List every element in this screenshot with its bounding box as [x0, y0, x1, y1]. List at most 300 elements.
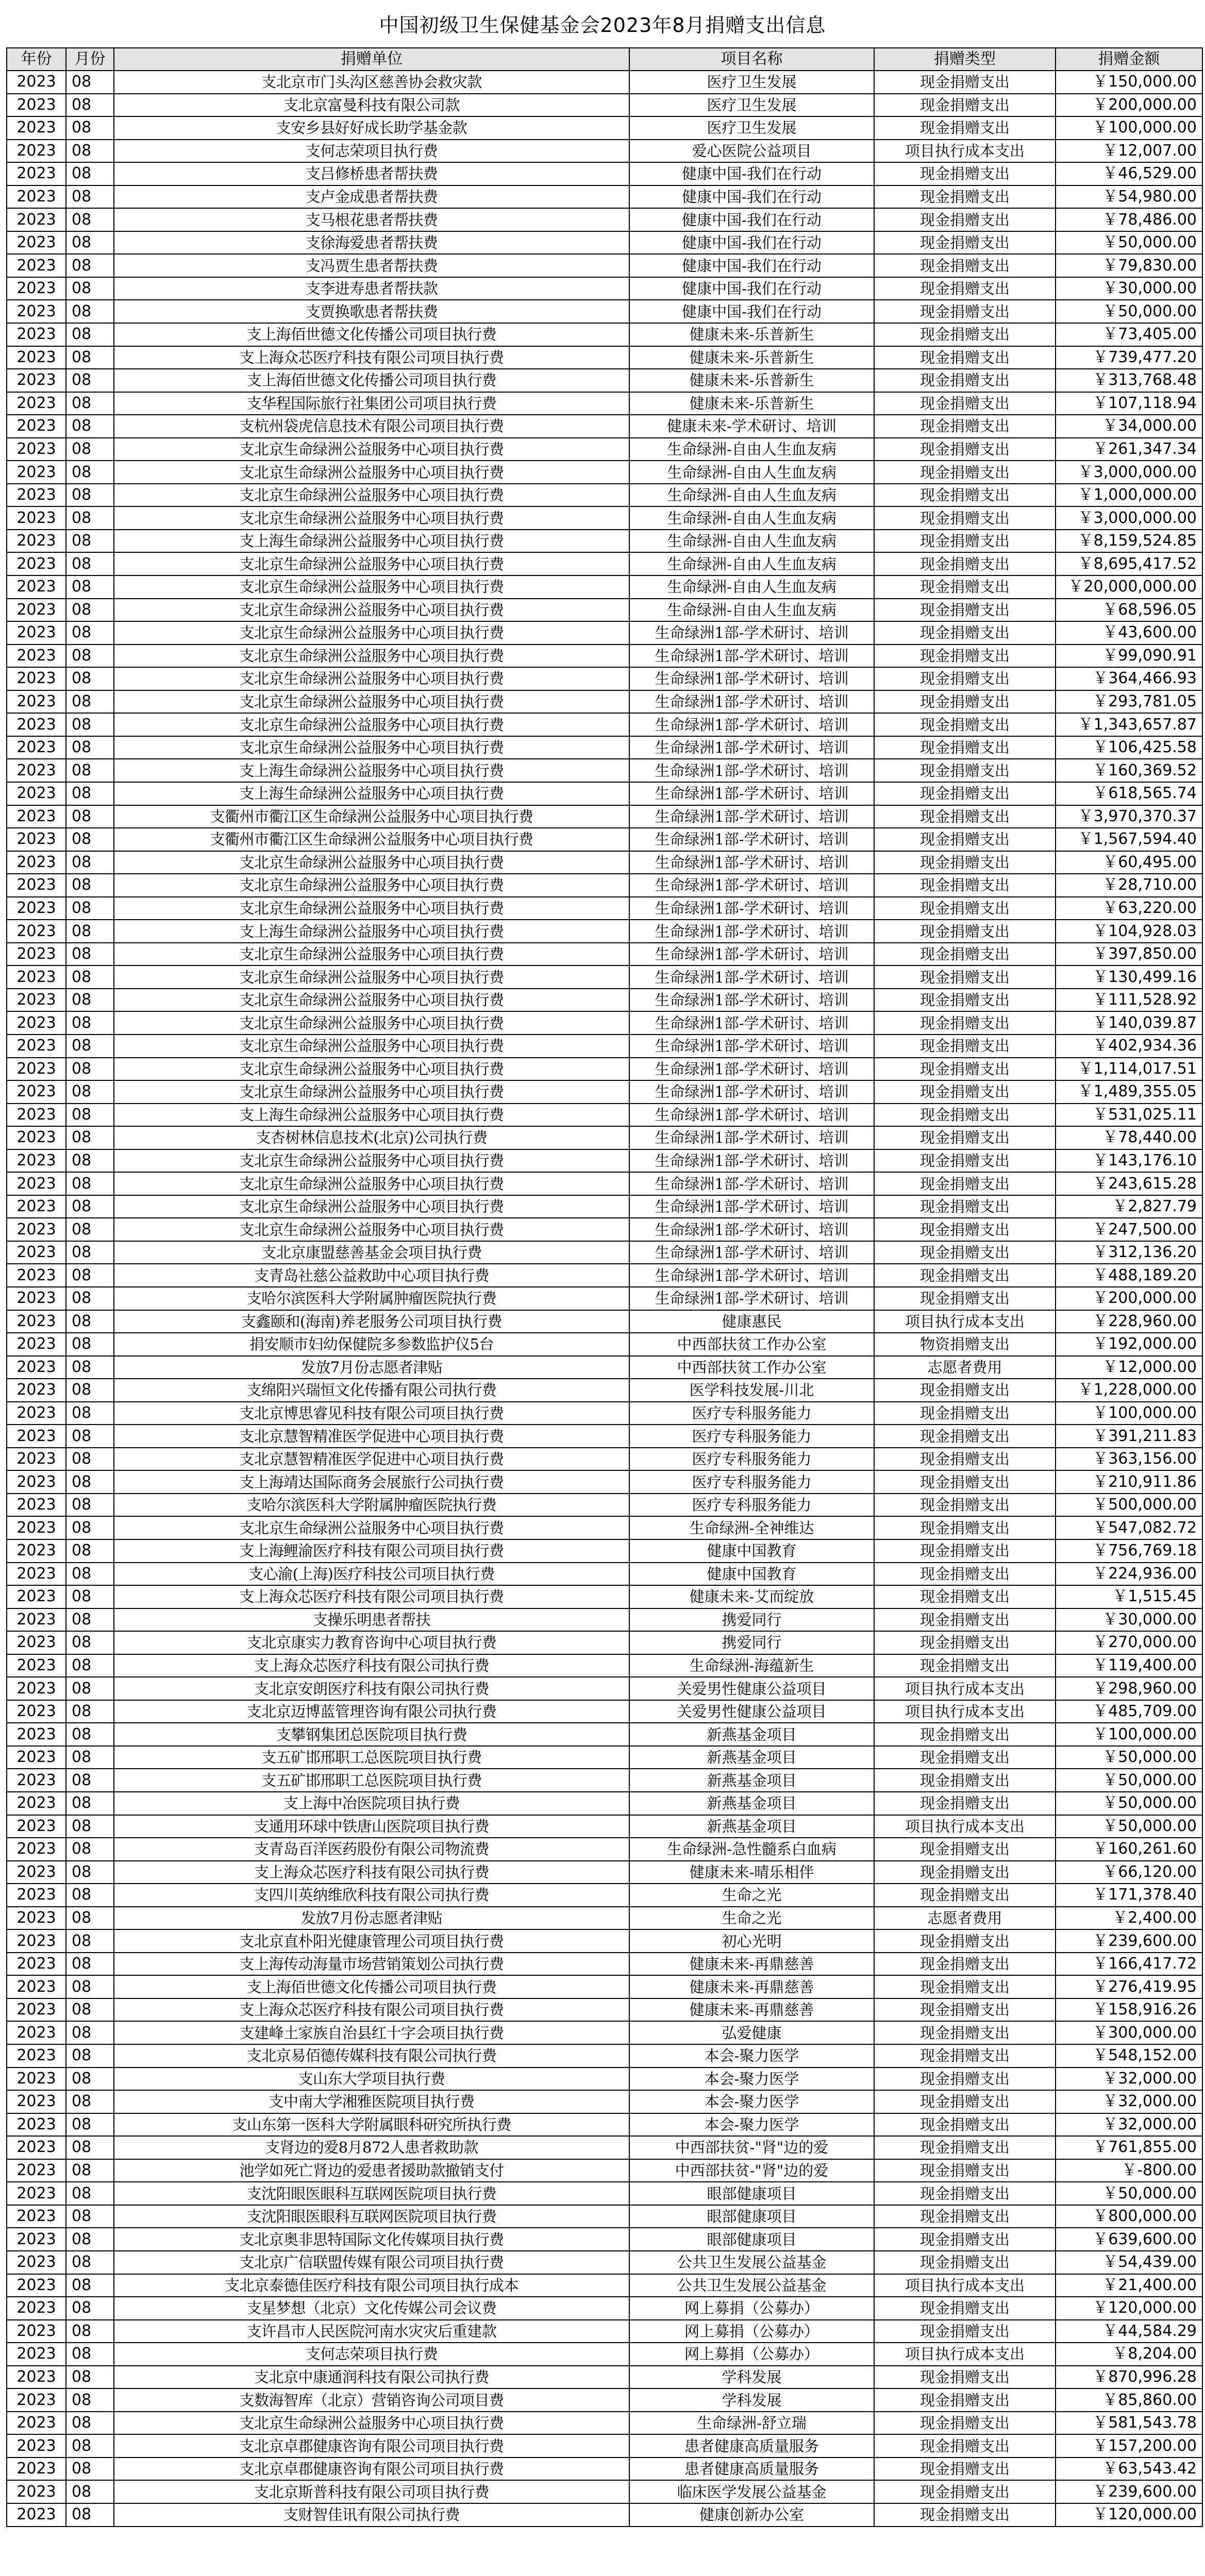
cell-donee: 支上海佰世德文化传播公司项目执行费 [114, 323, 629, 346]
cell-month: 08 [66, 2274, 114, 2297]
table-row [7, 1356, 1202, 1379]
table-row [7, 1654, 1202, 1677]
cell-month: 08 [66, 1310, 114, 1333]
table-row [7, 1241, 1202, 1264]
table-row [7, 1953, 1202, 1976]
table-row [7, 506, 1202, 530]
cell-year: 2023 [7, 2205, 66, 2228]
cell-month: 08 [66, 2228, 114, 2251]
cell-type: 现金捐赠支出 [874, 1058, 1056, 1081]
table-row [7, 989, 1202, 1012]
cell-amount: ￥485,709.00 [1056, 1700, 1202, 1723]
cell-amount: ￥50,000.00 [1056, 1815, 1202, 1838]
cell-amount: ￥32,000.00 [1056, 2113, 1202, 2137]
table-row [7, 438, 1202, 461]
cell-project: 生命绿洲1部-学术研讨、培训 [629, 1149, 874, 1173]
cell-project: 医疗卫生发展 [629, 94, 874, 117]
donation-table [6, 47, 1203, 2527]
cell-project: 生命绿洲-自由人生血友病 [629, 461, 874, 484]
cell-type: 现金捐赠支出 [874, 1218, 1056, 1241]
table-row [7, 1815, 1202, 1838]
cell-type: 现金捐赠支出 [874, 805, 1056, 828]
cell-year: 2023 [7, 2274, 66, 2297]
cell-month: 08 [66, 2320, 114, 2343]
cell-amount: ￥1,228,000.00 [1056, 1379, 1202, 1402]
cell-amount: ￥30,000.00 [1056, 1608, 1202, 1632]
cell-type: 现金捐赠支出 [874, 1585, 1056, 1608]
cell-year: 2023 [7, 94, 66, 117]
cell-amount: ￥3,000,000.00 [1056, 506, 1202, 530]
cell-donee: 支北京生命绿洲公益服务中心项目执行费 [114, 874, 629, 897]
cell-amount: ￥85,860.00 [1056, 2388, 1202, 2412]
cell-amount: ￥54,439.00 [1056, 2251, 1202, 2274]
cell-project: 本会-聚力医学 [629, 2067, 874, 2091]
cell-donee: 支北京生命绿洲公益服务中心项目执行费 [114, 1218, 629, 1241]
cell-type: 现金捐赠支出 [874, 667, 1056, 690]
cell-amount: ￥43,600.00 [1056, 621, 1202, 645]
cell-year: 2023 [7, 346, 66, 369]
table-row [7, 2090, 1202, 2113]
cell-donee: 支北京易佰德传媒科技有限公司执行费 [114, 2044, 629, 2067]
cell-month: 08 [66, 736, 114, 759]
cell-month: 08 [66, 346, 114, 369]
cell-project: 生命绿洲1部-学术研讨、培训 [629, 782, 874, 805]
cell-month: 08 [66, 484, 114, 507]
cell-donee: 支青岛社慈公益救助中心项目执行费 [114, 1264, 629, 1287]
cell-project: 初心光明 [629, 1929, 874, 1953]
table-row [7, 552, 1202, 575]
cell-amount: ￥100,000.00 [1056, 1402, 1202, 1425]
cell-project: 中西部扶贫-"肾"边的爱 [629, 2159, 874, 2182]
cell-type: 现金捐赠支出 [874, 392, 1056, 415]
cell-month: 08 [66, 369, 114, 392]
cell-type: 现金捐赠支出 [874, 323, 1056, 346]
cell-donee: 支北京生命绿洲公益服务中心项目执行费 [114, 989, 629, 1012]
cell-donee: 支马根花患者帮扶费 [114, 208, 629, 231]
cell-year: 2023 [7, 599, 66, 622]
cell-project: 健康未来-再鼎慈善 [629, 1998, 874, 2022]
cell-month: 08 [66, 1516, 114, 1539]
cell-project: 健康未来-乐普新生 [629, 392, 874, 415]
cell-amount: ￥50,000.00 [1056, 1792, 1202, 1815]
cell-donee: 捐安顺市妇幼保健院多参数监护仪5台 [114, 1333, 629, 1356]
table-row [7, 1631, 1202, 1654]
cell-type: 现金捐赠支出 [874, 1287, 1056, 1310]
cell-amount: ￥120,000.00 [1056, 2297, 1202, 2320]
cell-type: 现金捐赠支出 [874, 759, 1056, 782]
cell-month: 08 [66, 2434, 114, 2458]
cell-month: 08 [66, 2366, 114, 2389]
cell-amount: ￥192,000.00 [1056, 1333, 1202, 1356]
cell-type: 物资捐赠支出 [874, 1333, 1056, 1356]
cell-amount: ￥8,204.00 [1056, 2343, 1202, 2366]
cell-project: 爱心医院公益项目 [629, 140, 874, 163]
table-row [7, 415, 1202, 438]
cell-amount: ￥119,400.00 [1056, 1654, 1202, 1677]
table-row [7, 94, 1202, 117]
cell-amount: ￥276,419.95 [1056, 1975, 1202, 1998]
cell-month: 08 [66, 162, 114, 185]
cell-month: 08 [66, 2182, 114, 2205]
cell-type: 现金捐赠支出 [874, 2136, 1056, 2159]
table-row [7, 2434, 1202, 2458]
cell-amount: ￥2,400.00 [1056, 1907, 1202, 1930]
table-row [7, 1149, 1202, 1173]
cell-year: 2023 [7, 874, 66, 897]
cell-type: 现金捐赠支出 [874, 874, 1056, 897]
cell-amount: ￥158,916.26 [1056, 1998, 1202, 2022]
cell-type: 现金捐赠支出 [874, 2067, 1056, 2091]
cell-amount: ￥120,000.00 [1056, 2503, 1202, 2527]
cell-donee: 支北京生命绿洲公益服务中心项目执行费 [114, 690, 629, 714]
table-row [7, 782, 1202, 805]
cell-type: 现金捐赠支出 [874, 1792, 1056, 1815]
page-title: 中国初级卫生保健基金会2023年8月捐赠支出信息 [379, 13, 826, 37]
cell-year: 2023 [7, 667, 66, 690]
header-type: 捐赠类型 [874, 48, 1056, 71]
cell-type: 现金捐赠支出 [874, 1723, 1056, 1746]
header-row [7, 48, 1202, 71]
cell-type: 现金捐赠支出 [874, 2388, 1056, 2412]
table-row [7, 346, 1202, 369]
table-row [7, 1723, 1202, 1746]
cell-year: 2023 [7, 484, 66, 507]
cell-donee: 支上海众芯医疗科技有限公司执行费 [114, 1861, 629, 1884]
cell-month: 08 [66, 2480, 114, 2503]
cell-amount: ￥312,136.20 [1056, 1241, 1202, 1264]
cell-type: 现金捐赠支出 [874, 2044, 1056, 2067]
cell-donee: 支上海佰世德文化传播公司项目执行费 [114, 369, 629, 392]
table-row [7, 851, 1202, 874]
cell-type: 志愿者费用 [874, 1356, 1056, 1379]
cell-month: 08 [66, 1975, 114, 1998]
table-row [7, 1975, 1202, 1998]
cell-donee: 支北京奥非思特国际文化传媒项目执行费 [114, 2228, 629, 2251]
cell-project: 生命绿洲-自由人生血友病 [629, 530, 874, 553]
cell-year: 2023 [7, 1723, 66, 1746]
cell-type: 现金捐赠支出 [874, 2458, 1056, 2481]
cell-type: 现金捐赠支出 [874, 484, 1056, 507]
cell-year: 2023 [7, 1563, 66, 1586]
cell-amount: ￥140,039.87 [1056, 1011, 1202, 1035]
cell-project: 健康中国教育 [629, 1563, 874, 1586]
cell-type: 现金捐赠支出 [874, 1080, 1056, 1104]
cell-amount: ￥106,425.58 [1056, 736, 1202, 759]
cell-project: 网上募捐（公募办） [629, 2297, 874, 2320]
cell-year: 2023 [7, 1746, 66, 1769]
cell-amount: ￥66,120.00 [1056, 1861, 1202, 1884]
cell-project: 生命绿洲-全神维达 [629, 1516, 874, 1539]
cell-year: 2023 [7, 461, 66, 484]
cell-amount: ￥63,220.00 [1056, 897, 1202, 920]
cell-donee: 支星梦想（北京）文化传媒公司会议费 [114, 2297, 629, 2320]
cell-donee: 支北京斯普科技有限公司项目执行费 [114, 2480, 629, 2503]
cell-type: 现金捐赠支出 [874, 162, 1056, 185]
cell-month: 08 [66, 392, 114, 415]
cell-project: 中西部扶贫-"肾"边的爱 [629, 2136, 874, 2159]
cell-amount: ￥531,025.11 [1056, 1104, 1202, 1127]
cell-year: 2023 [7, 1861, 66, 1884]
cell-year: 2023 [7, 2503, 66, 2527]
cell-type: 现金捐赠支出 [874, 2366, 1056, 2389]
cell-amount: ￥239,600.00 [1056, 2480, 1202, 2503]
table-row [7, 392, 1202, 415]
cell-month: 08 [66, 2205, 114, 2228]
cell-month: 08 [66, 2159, 114, 2182]
cell-month: 08 [66, 1333, 114, 1356]
cell-project: 生命绿洲-自由人生血友病 [629, 438, 874, 461]
cell-type: 现金捐赠支出 [874, 552, 1056, 575]
table-row [7, 116, 1202, 140]
cell-amount: ￥270,000.00 [1056, 1631, 1202, 1654]
cell-year: 2023 [7, 140, 66, 163]
cell-month: 08 [66, 1907, 114, 1930]
cell-type: 现金捐赠支出 [874, 2251, 1056, 2274]
cell-donee: 支上海生命绿洲公益服务中心项目执行费 [114, 759, 629, 782]
cell-type: 现金捐赠支出 [874, 2021, 1056, 2044]
cell-donee: 支北京生命绿洲公益服务中心项目执行费 [114, 2412, 629, 2435]
cell-month: 08 [66, 2388, 114, 2412]
cell-month: 08 [66, 552, 114, 575]
cell-type: 项目执行成本支出 [874, 1700, 1056, 1723]
table-row [7, 2366, 1202, 2389]
cell-amount: ￥247,500.00 [1056, 1218, 1202, 1241]
cell-project: 健康未来-乐普新生 [629, 323, 874, 346]
table-row [7, 828, 1202, 851]
cell-amount: ￥20,000,000.00 [1056, 575, 1202, 599]
cell-donee: 支上海靖达国际商务会展旅行公司执行费 [114, 1470, 629, 1494]
header-donee: 捐赠单位 [114, 48, 629, 71]
cell-project: 医疗专科服务能力 [629, 1425, 874, 1448]
cell-month: 08 [66, 1723, 114, 1746]
cell-amount: ￥111,528.92 [1056, 989, 1202, 1012]
cell-donee: 支卢金成患者帮扶费 [114, 185, 629, 209]
cell-type: 现金捐赠支出 [874, 438, 1056, 461]
cell-year: 2023 [7, 185, 66, 209]
table-row [7, 2274, 1202, 2297]
cell-donee: 支北京生命绿洲公益服务中心项目执行费 [114, 1080, 629, 1104]
cell-year: 2023 [7, 231, 66, 255]
cell-type: 现金捐赠支出 [874, 2113, 1056, 2137]
cell-amount: ￥228,960.00 [1056, 1310, 1202, 1333]
cell-type: 现金捐赠支出 [874, 2159, 1056, 2182]
cell-year: 2023 [7, 162, 66, 185]
cell-type: 现金捐赠支出 [874, 1448, 1056, 1471]
cell-amount: ￥63,543.42 [1056, 2458, 1202, 2481]
cell-project: 健康未来-再鼎慈善 [629, 1975, 874, 1998]
cell-amount: ￥166,417.72 [1056, 1953, 1202, 1976]
cell-type: 现金捐赠支出 [874, 828, 1056, 851]
cell-year: 2023 [7, 1080, 66, 1104]
cell-amount: ￥60,495.00 [1056, 851, 1202, 874]
cell-amount: ￥12,000.00 [1056, 1356, 1202, 1379]
cell-donee: 支上海众芯医疗科技有限公司执行费 [114, 1654, 629, 1677]
cell-amount: ￥99,090.91 [1056, 645, 1202, 668]
cell-year: 2023 [7, 965, 66, 989]
cell-month: 08 [66, 415, 114, 438]
cell-project: 医疗专科服务能力 [629, 1494, 874, 1517]
cell-amount: ￥1,489,355.05 [1056, 1080, 1202, 1104]
cell-month: 08 [66, 621, 114, 645]
cell-month: 08 [66, 1929, 114, 1953]
cell-year: 2023 [7, 943, 66, 966]
cell-month: 08 [66, 94, 114, 117]
cell-donee: 支北京富曼科技有限公司款 [114, 94, 629, 117]
cell-year: 2023 [7, 713, 66, 736]
cell-donee: 支北京迈博蓝管理咨询有限公司执行费 [114, 1700, 629, 1723]
cell-amount: ￥239,600.00 [1056, 1929, 1202, 1953]
cell-donee: 支肾边的爱8月872人患者救助款 [114, 2136, 629, 2159]
cell-month: 08 [66, 530, 114, 553]
cell-donee: 支五矿邯邢职工总医院项目执行费 [114, 1769, 629, 1792]
cell-type: 现金捐赠支出 [874, 1402, 1056, 1425]
cell-year: 2023 [7, 1608, 66, 1632]
cell-month: 08 [66, 1815, 114, 1838]
cell-month: 08 [66, 1608, 114, 1632]
cell-project: 新燕基金项目 [629, 1746, 874, 1769]
cell-month: 08 [66, 71, 114, 94]
table-row [7, 1287, 1202, 1310]
cell-year: 2023 [7, 2113, 66, 2137]
cell-month: 08 [66, 323, 114, 346]
cell-donee: 支安乡县好好成长助学基金款 [114, 116, 629, 140]
cell-type: 现金捐赠支出 [874, 231, 1056, 255]
cell-project: 生命绿洲1部-学术研讨、培训 [629, 736, 874, 759]
table-row [7, 920, 1202, 943]
cell-month: 08 [66, 713, 114, 736]
table-row [7, 2320, 1202, 2343]
cell-amount: ￥79,830.00 [1056, 254, 1202, 277]
cell-donee: 支操乐明患者帮扶 [114, 1608, 629, 1632]
cell-month: 08 [66, 805, 114, 828]
cell-type: 现金捐赠支出 [874, 1539, 1056, 1563]
cell-project: 眼部健康项目 [629, 2182, 874, 2205]
table-row [7, 1333, 1202, 1356]
table-row [7, 645, 1202, 668]
cell-year: 2023 [7, 254, 66, 277]
table-row [7, 1310, 1202, 1333]
cell-donee: 支北京生命绿洲公益服务中心项目执行费 [114, 599, 629, 622]
cell-amount: ￥581,543.78 [1056, 2412, 1202, 2435]
cell-type: 现金捐赠支出 [874, 1104, 1056, 1127]
cell-type: 现金捐赠支出 [874, 185, 1056, 209]
cell-type: 现金捐赠支出 [874, 415, 1056, 438]
cell-donee: 支上海传动海量市场营销策划公司执行费 [114, 1953, 629, 1976]
cell-year: 2023 [7, 208, 66, 231]
cell-amount: ￥397,850.00 [1056, 943, 1202, 966]
table-row [7, 2412, 1202, 2435]
cell-year: 2023 [7, 1907, 66, 1930]
cell-donee: 支攀钢集团总医院项目执行费 [114, 1723, 629, 1746]
cell-type: 现金捐赠支出 [874, 645, 1056, 668]
cell-year: 2023 [7, 1792, 66, 1815]
cell-donee: 支北京市门头沟区慈善协会救灾款 [114, 71, 629, 94]
cell-project: 生命绿洲1部-学术研讨、培训 [629, 1080, 874, 1104]
cell-year: 2023 [7, 1035, 66, 1058]
cell-year: 2023 [7, 645, 66, 668]
cell-amount: ￥1,343,657.87 [1056, 713, 1202, 736]
cell-project: 本会-聚力医学 [629, 2044, 874, 2067]
cell-donee: 支何志荣项目执行费 [114, 2343, 629, 2366]
cell-amount: ￥739,477.20 [1056, 346, 1202, 369]
cell-donee: 支心渝(上海)医疗科技公司项目执行费 [114, 1563, 629, 1586]
cell-year: 2023 [7, 1104, 66, 1127]
cell-amount: ￥618,565.74 [1056, 782, 1202, 805]
cell-type: 现金捐赠支出 [874, 2297, 1056, 2320]
cell-month: 08 [66, 575, 114, 599]
table-row [7, 2044, 1202, 2067]
cell-amount: ￥210,911.86 [1056, 1470, 1202, 1494]
cell-year: 2023 [7, 1172, 66, 1195]
cell-amount: ￥1,567,594.40 [1056, 828, 1202, 851]
cell-type: 现金捐赠支出 [874, 1838, 1056, 1861]
cell-donee: 支北京生命绿洲公益服务中心项目执行费 [114, 1172, 629, 1195]
cell-type: 现金捐赠支出 [874, 1172, 1056, 1195]
cell-month: 08 [66, 1172, 114, 1195]
cell-month: 08 [66, 1080, 114, 1104]
cell-type: 现金捐赠支出 [874, 621, 1056, 645]
cell-donee: 池学如死亡肾边的爱患者援助款撤销支付 [114, 2159, 629, 2182]
table-row [7, 1104, 1202, 1127]
cell-year: 2023 [7, 1815, 66, 1838]
cell-type: 现金捐赠支出 [874, 369, 1056, 392]
cell-project: 健康未来-再鼎慈善 [629, 1953, 874, 1976]
table-row [7, 162, 1202, 185]
table-row [7, 805, 1202, 828]
cell-donee: 支北京卓郡健康咨询有限公司项目执行费 [114, 2458, 629, 2481]
cell-project: 学科发展 [629, 2366, 874, 2389]
cell-donee: 支北京生命绿洲公益服务中心项目执行费 [114, 621, 629, 645]
table-row [7, 2113, 1202, 2137]
cell-project: 新燕基金项目 [629, 1769, 874, 1792]
cell-donee: 支哈尔滨医科大学附属肿瘤医院执行费 [114, 1287, 629, 1310]
cell-type: 现金捐赠支出 [874, 575, 1056, 599]
table-row [7, 300, 1202, 323]
cell-year: 2023 [7, 369, 66, 392]
cell-year: 2023 [7, 116, 66, 140]
cell-donee: 支北京生命绿洲公益服务中心项目执行费 [114, 575, 629, 599]
table-row [7, 874, 1202, 897]
cell-month: 08 [66, 828, 114, 851]
cell-project: 生命绿洲-自由人生血友病 [629, 552, 874, 575]
table-row [7, 2228, 1202, 2251]
cell-month: 08 [66, 2067, 114, 2091]
cell-month: 08 [66, 1126, 114, 1149]
table-row [7, 2297, 1202, 2320]
cell-type: 现金捐赠支出 [874, 2434, 1056, 2458]
cell-donee: 支冯贾生患者帮扶费 [114, 254, 629, 277]
table-row [7, 484, 1202, 507]
cell-donee: 支上海众芯医疗科技有限公司项目执行费 [114, 1585, 629, 1608]
cell-donee: 支北京生命绿洲公益服务中心项目执行费 [114, 965, 629, 989]
table-row [7, 2458, 1202, 2481]
cell-year: 2023 [7, 1953, 66, 1976]
table-row [7, 1677, 1202, 1700]
cell-type: 现金捐赠支出 [874, 277, 1056, 300]
cell-type: 现金捐赠支出 [874, 782, 1056, 805]
cell-amount: ￥100,000.00 [1056, 1723, 1202, 1746]
cell-month: 08 [66, 116, 114, 140]
table-body [7, 71, 1202, 2527]
cell-year: 2023 [7, 1929, 66, 1953]
cell-month: 08 [66, 1998, 114, 2022]
cell-project: 生命绿洲1部-学术研讨、培训 [629, 1195, 874, 1218]
table-row [7, 1563, 1202, 1586]
cell-month: 08 [66, 1884, 114, 1907]
cell-donee: 支北京生命绿洲公益服务中心项目执行费 [114, 1149, 629, 1173]
cell-amount: ￥298,960.00 [1056, 1677, 1202, 1700]
table-row [7, 2182, 1202, 2205]
